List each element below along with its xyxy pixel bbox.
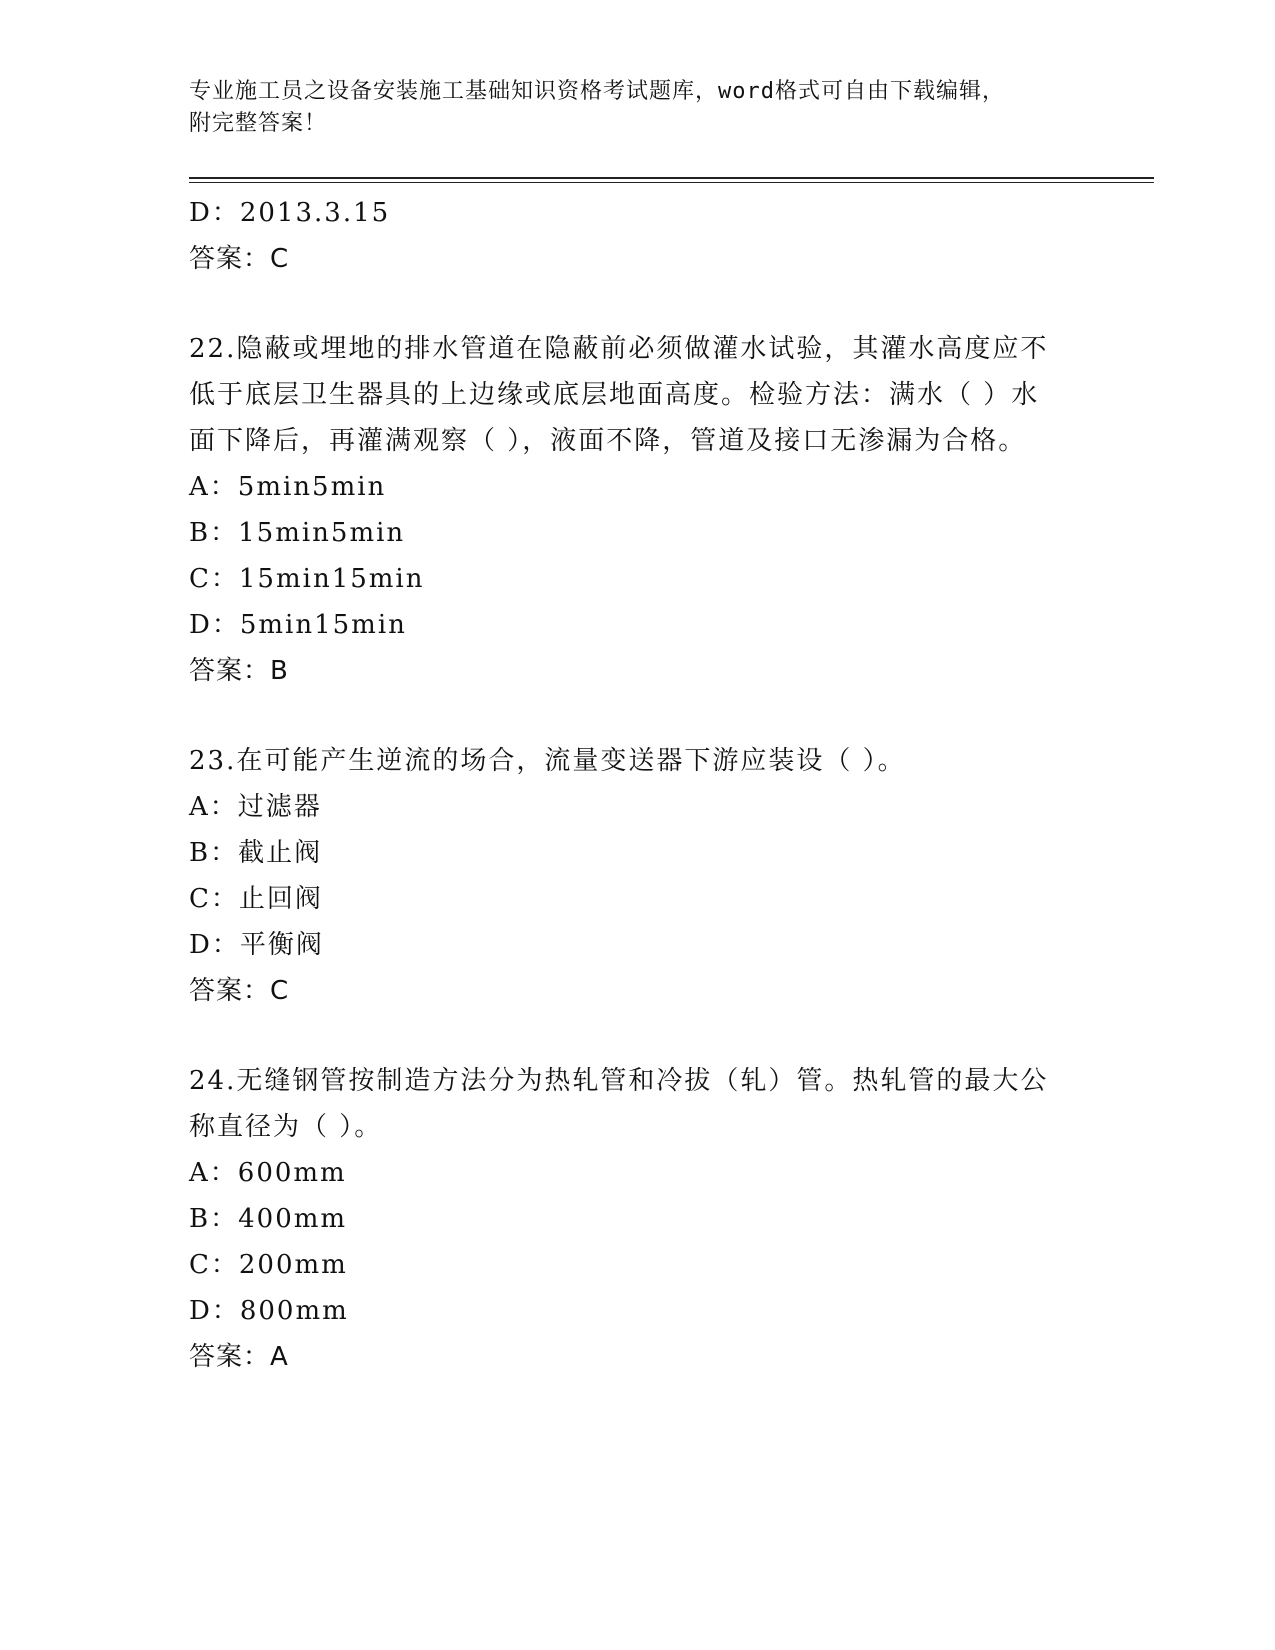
question-text-line: 24.无缝钢管按制造方法分为热轧管和冷拔（轧）管。热轧管的最大公	[189, 1066, 1049, 1096]
option-d: D：平衡阀	[189, 930, 324, 960]
option-c: C：止回阀	[189, 884, 323, 914]
answer: 答案：A	[189, 1342, 289, 1372]
header-rule-thick	[189, 177, 1154, 179]
option-b: B：15min5min	[189, 518, 406, 548]
question-24	[189, 1058, 1089, 1380]
question-text-line: 23.在可能产生逆流的场合，流量变送器下游应装设（ ）。	[189, 746, 906, 776]
option-a: A：过滤器	[189, 792, 322, 822]
question-22	[189, 326, 1089, 694]
question-text-line: 面下降后，再灌满观察（ ），液面不降，管道及接口无渗漏为合格。	[189, 426, 1027, 456]
previous-question-tail	[189, 190, 1089, 282]
option-d: D：800mm	[189, 1296, 349, 1326]
spacer	[189, 282, 1089, 326]
option-d: D：2013.3.15	[189, 198, 391, 228]
question-text-line: 称直径为（ ）。	[189, 1112, 383, 1142]
option-b: B：截止阀	[189, 838, 323, 868]
page-header	[189, 76, 1089, 140]
question-text-line: 22.隐蔽或埋地的排水管道在隐蔽前必须做灌水试验，其灌水高度应不	[189, 334, 1049, 364]
answer: 答案：C	[189, 244, 290, 274]
answer: 答案：B	[189, 656, 289, 686]
question-content	[189, 190, 1089, 1380]
option-a: A：5min5min	[189, 472, 387, 502]
header-line-1: 专业施工员之设备安装施工基础知识资格考试题库，word格式可自由下载编辑，	[189, 79, 1005, 104]
answer: 答案：C	[189, 976, 290, 1006]
option-c: C：200mm	[189, 1250, 348, 1280]
question-23	[189, 738, 1089, 1014]
header-rule-thin	[189, 182, 1154, 183]
header-line-2: 附完整答案！	[189, 111, 328, 136]
spacer	[189, 1014, 1089, 1058]
question-text-line: 低于底层卫生器具的上边缘或底层地面高度。检验方法：满水（ ）水	[189, 380, 1040, 410]
option-d: D：5min15min	[189, 610, 407, 640]
option-a: A：600mm	[189, 1158, 347, 1188]
option-b: B：400mm	[189, 1204, 348, 1234]
option-c: C：15min15min	[189, 564, 425, 594]
spacer	[189, 694, 1089, 738]
